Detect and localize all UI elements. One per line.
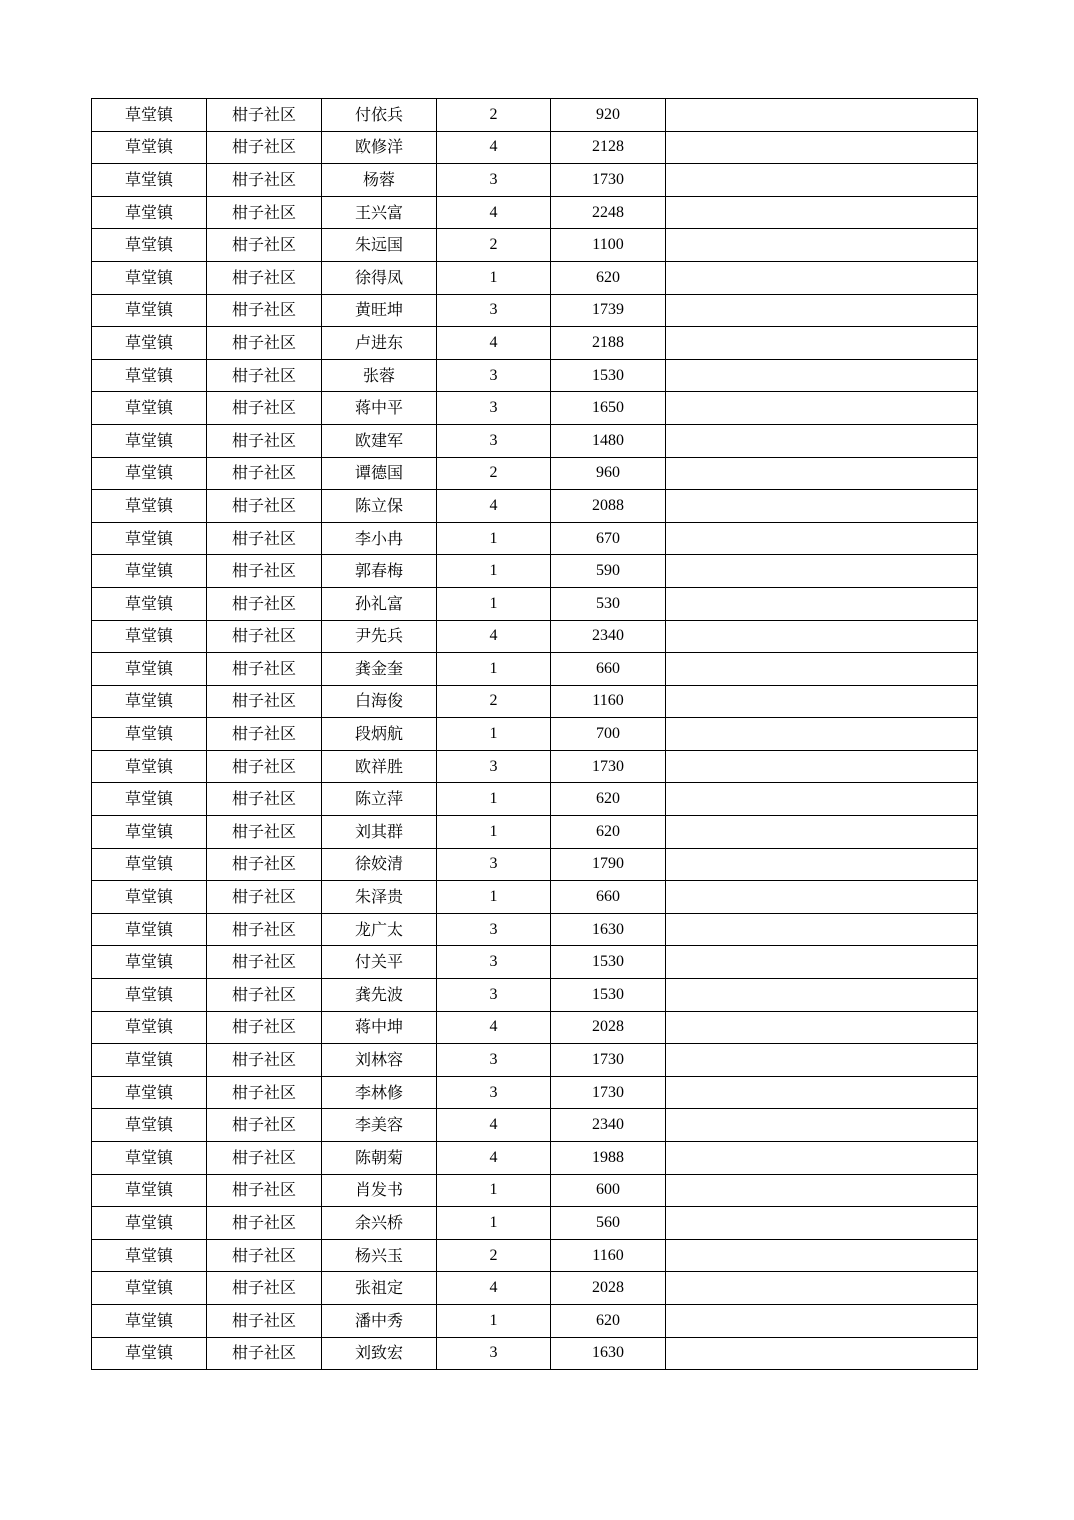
table-row: [92, 1174, 978, 1207]
name-cell: 段炳航: [322, 718, 437, 751]
table-row: [92, 685, 978, 718]
table-row: [92, 750, 978, 783]
town-cell: 草堂镇: [92, 327, 207, 360]
table-row: [92, 359, 978, 392]
name-cell: 卢进东: [322, 327, 437, 360]
table-row: [92, 620, 978, 653]
community-cell: 柑子社区: [207, 131, 322, 164]
note-cell: [666, 457, 978, 490]
members-cell: 4: [437, 1109, 551, 1142]
community-cell: 柑子社区: [207, 783, 322, 816]
note-cell: [666, 1272, 978, 1305]
town-cell: 草堂镇: [92, 1174, 207, 1207]
name-cell: 谭德国: [322, 457, 437, 490]
members-cell: 1: [437, 881, 551, 914]
name-cell: 郭春梅: [322, 555, 437, 588]
town-cell: 草堂镇: [92, 229, 207, 262]
members-cell: 2: [437, 229, 551, 262]
name-cell: 李林修: [322, 1076, 437, 1109]
town-cell: 草堂镇: [92, 555, 207, 588]
town-cell: 草堂镇: [92, 816, 207, 849]
amount-cell: 2028: [551, 1272, 666, 1305]
town-cell: 草堂镇: [92, 1337, 207, 1370]
amount-cell: 670: [551, 522, 666, 555]
community-cell: 柑子社区: [207, 392, 322, 425]
town-cell: 草堂镇: [92, 848, 207, 881]
members-cell: 3: [437, 913, 551, 946]
community-cell: 柑子社区: [207, 750, 322, 783]
members-cell: 4: [437, 196, 551, 229]
community-cell: 柑子社区: [207, 261, 322, 294]
table-row: [92, 99, 978, 132]
note-cell: [666, 1076, 978, 1109]
table-row: [92, 979, 978, 1012]
name-cell: 欧修洋: [322, 131, 437, 164]
table-row: [92, 946, 978, 979]
members-cell: 4: [437, 620, 551, 653]
name-cell: 陈朝菊: [322, 1142, 437, 1175]
members-cell: 3: [437, 164, 551, 197]
note-cell: [666, 685, 978, 718]
note-cell: [666, 1011, 978, 1044]
town-cell: 草堂镇: [92, 718, 207, 751]
name-cell: 龚金奎: [322, 653, 437, 686]
community-cell: 柑子社区: [207, 718, 322, 751]
members-cell: 3: [437, 424, 551, 457]
town-cell: 草堂镇: [92, 750, 207, 783]
table-row: [92, 131, 978, 164]
table-row: [92, 816, 978, 849]
name-cell: 朱远国: [322, 229, 437, 262]
note-cell: [666, 555, 978, 588]
town-cell: 草堂镇: [92, 1272, 207, 1305]
note-cell: [666, 1109, 978, 1142]
note-cell: [666, 1304, 978, 1337]
table-row: [92, 1142, 978, 1175]
note-cell: [666, 979, 978, 1012]
name-cell: 欧建军: [322, 424, 437, 457]
amount-cell: 1730: [551, 750, 666, 783]
amount-cell: 660: [551, 881, 666, 914]
roster-table: [91, 98, 978, 1370]
community-cell: 柑子社区: [207, 685, 322, 718]
community-cell: 柑子社区: [207, 848, 322, 881]
community-cell: 柑子社区: [207, 946, 322, 979]
name-cell: 徐得凤: [322, 261, 437, 294]
community-cell: 柑子社区: [207, 164, 322, 197]
table-row: [92, 490, 978, 523]
town-cell: 草堂镇: [92, 946, 207, 979]
note-cell: [666, 750, 978, 783]
members-cell: 3: [437, 294, 551, 327]
amount-cell: 620: [551, 816, 666, 849]
name-cell: 龚先波: [322, 979, 437, 1012]
town-cell: 草堂镇: [92, 424, 207, 457]
town-cell: 草堂镇: [92, 685, 207, 718]
table-row: [92, 457, 978, 490]
members-cell: 3: [437, 848, 551, 881]
members-cell: 2: [437, 1239, 551, 1272]
amount-cell: 2028: [551, 1011, 666, 1044]
note-cell: [666, 1142, 978, 1175]
members-cell: 1: [437, 587, 551, 620]
table-row: [92, 718, 978, 751]
note-cell: [666, 99, 978, 132]
name-cell: 徐姣清: [322, 848, 437, 881]
members-cell: 1: [437, 718, 551, 751]
community-cell: 柑子社区: [207, 1304, 322, 1337]
amount-cell: 1160: [551, 1239, 666, 1272]
table-row: [92, 522, 978, 555]
table-row: [92, 294, 978, 327]
amount-cell: 590: [551, 555, 666, 588]
table-row: [92, 164, 978, 197]
note-cell: [666, 522, 978, 555]
note-cell: [666, 783, 978, 816]
amount-cell: 1530: [551, 359, 666, 392]
name-cell: 李小冉: [322, 522, 437, 555]
amount-cell: 530: [551, 587, 666, 620]
town-cell: 草堂镇: [92, 196, 207, 229]
members-cell: 3: [437, 946, 551, 979]
note-cell: [666, 164, 978, 197]
town-cell: 草堂镇: [92, 1304, 207, 1337]
amount-cell: 620: [551, 1304, 666, 1337]
amount-cell: 960: [551, 457, 666, 490]
table-row: [92, 196, 978, 229]
name-cell: 欧祥胜: [322, 750, 437, 783]
table-row: [92, 783, 978, 816]
town-cell: 草堂镇: [92, 979, 207, 1012]
name-cell: 付依兵: [322, 99, 437, 132]
community-cell: 柑子社区: [207, 1044, 322, 1077]
members-cell: 1: [437, 783, 551, 816]
members-cell: 4: [437, 1011, 551, 1044]
members-cell: 3: [437, 359, 551, 392]
members-cell: 1: [437, 261, 551, 294]
community-cell: 柑子社区: [207, 99, 322, 132]
amount-cell: 1100: [551, 229, 666, 262]
amount-cell: 1480: [551, 424, 666, 457]
note-cell: [666, 620, 978, 653]
table-row: [92, 1239, 978, 1272]
name-cell: 白海俊: [322, 685, 437, 718]
name-cell: 潘中秀: [322, 1304, 437, 1337]
town-cell: 草堂镇: [92, 620, 207, 653]
table-row: [92, 1272, 978, 1305]
table-row: [92, 392, 978, 425]
table-row: [92, 327, 978, 360]
members-cell: 1: [437, 522, 551, 555]
community-cell: 柑子社区: [207, 1337, 322, 1370]
table-row: [92, 881, 978, 914]
town-cell: 草堂镇: [92, 1011, 207, 1044]
name-cell: 陈立保: [322, 490, 437, 523]
table-row: [92, 1207, 978, 1240]
members-cell: 3: [437, 1044, 551, 1077]
community-cell: 柑子社区: [207, 653, 322, 686]
community-cell: 柑子社区: [207, 979, 322, 1012]
name-cell: 肖发书: [322, 1174, 437, 1207]
note-cell: [666, 1337, 978, 1370]
members-cell: 2: [437, 457, 551, 490]
community-cell: 柑子社区: [207, 1076, 322, 1109]
town-cell: 草堂镇: [92, 261, 207, 294]
note-cell: [666, 1239, 978, 1272]
note-cell: [666, 261, 978, 294]
name-cell: 朱泽贵: [322, 881, 437, 914]
note-cell: [666, 587, 978, 620]
town-cell: 草堂镇: [92, 392, 207, 425]
table-row: [92, 1011, 978, 1044]
town-cell: 草堂镇: [92, 653, 207, 686]
table-row: [92, 555, 978, 588]
members-cell: 1: [437, 555, 551, 588]
amount-cell: 1530: [551, 979, 666, 1012]
amount-cell: 560: [551, 1207, 666, 1240]
members-cell: 2: [437, 685, 551, 718]
town-cell: 草堂镇: [92, 294, 207, 327]
table-row: [92, 913, 978, 946]
note-cell: [666, 1207, 978, 1240]
town-cell: 草堂镇: [92, 1076, 207, 1109]
community-cell: 柑子社区: [207, 816, 322, 849]
name-cell: 王兴富: [322, 196, 437, 229]
town-cell: 草堂镇: [92, 164, 207, 197]
town-cell: 草堂镇: [92, 490, 207, 523]
note-cell: [666, 946, 978, 979]
name-cell: 杨蓉: [322, 164, 437, 197]
amount-cell: 1730: [551, 1044, 666, 1077]
table-row: [92, 1044, 978, 1077]
members-cell: 3: [437, 392, 551, 425]
amount-cell: 2188: [551, 327, 666, 360]
note-cell: [666, 490, 978, 523]
members-cell: 4: [437, 131, 551, 164]
community-cell: 柑子社区: [207, 1174, 322, 1207]
note-cell: [666, 196, 978, 229]
members-cell: 3: [437, 750, 551, 783]
amount-cell: 1630: [551, 1337, 666, 1370]
name-cell: 杨兴玉: [322, 1239, 437, 1272]
members-cell: 3: [437, 1337, 551, 1370]
community-cell: 柑子社区: [207, 424, 322, 457]
community-cell: 柑子社区: [207, 1239, 322, 1272]
amount-cell: 2088: [551, 490, 666, 523]
community-cell: 柑子社区: [207, 620, 322, 653]
amount-cell: 2340: [551, 620, 666, 653]
town-cell: 草堂镇: [92, 1142, 207, 1175]
community-cell: 柑子社区: [207, 1207, 322, 1240]
town-cell: 草堂镇: [92, 881, 207, 914]
amount-cell: 660: [551, 653, 666, 686]
community-cell: 柑子社区: [207, 1142, 322, 1175]
note-cell: [666, 424, 978, 457]
town-cell: 草堂镇: [92, 783, 207, 816]
community-cell: 柑子社区: [207, 457, 322, 490]
amount-cell: 1988: [551, 1142, 666, 1175]
name-cell: 黄旺坤: [322, 294, 437, 327]
amount-cell: 1730: [551, 1076, 666, 1109]
amount-cell: 2128: [551, 131, 666, 164]
community-cell: 柑子社区: [207, 196, 322, 229]
members-cell: 4: [437, 490, 551, 523]
note-cell: [666, 229, 978, 262]
table-row: [92, 848, 978, 881]
amount-cell: 1160: [551, 685, 666, 718]
community-cell: 柑子社区: [207, 555, 322, 588]
amount-cell: 2248: [551, 196, 666, 229]
town-cell: 草堂镇: [92, 359, 207, 392]
members-cell: 4: [437, 1142, 551, 1175]
name-cell: 孙礼富: [322, 587, 437, 620]
town-cell: 草堂镇: [92, 457, 207, 490]
roster-table-body: [92, 99, 978, 1370]
members-cell: 1: [437, 653, 551, 686]
members-cell: 4: [437, 327, 551, 360]
amount-cell: 600: [551, 1174, 666, 1207]
town-cell: 草堂镇: [92, 913, 207, 946]
amount-cell: 920: [551, 99, 666, 132]
community-cell: 柑子社区: [207, 1109, 322, 1142]
table-row: [92, 261, 978, 294]
name-cell: 张蓉: [322, 359, 437, 392]
note-cell: [666, 1174, 978, 1207]
town-cell: 草堂镇: [92, 587, 207, 620]
community-cell: 柑子社区: [207, 490, 322, 523]
name-cell: 蒋中坤: [322, 1011, 437, 1044]
community-cell: 柑子社区: [207, 1011, 322, 1044]
members-cell: 3: [437, 1076, 551, 1109]
town-cell: 草堂镇: [92, 1207, 207, 1240]
name-cell: 刘林容: [322, 1044, 437, 1077]
amount-cell: 1630: [551, 913, 666, 946]
note-cell: [666, 653, 978, 686]
members-cell: 1: [437, 1304, 551, 1337]
note-cell: [666, 131, 978, 164]
amount-cell: 1650: [551, 392, 666, 425]
table-row: [92, 1076, 978, 1109]
amount-cell: 700: [551, 718, 666, 751]
name-cell: 李美容: [322, 1109, 437, 1142]
members-cell: 2: [437, 99, 551, 132]
table-row: [92, 424, 978, 457]
name-cell: 张祖定: [322, 1272, 437, 1305]
town-cell: 草堂镇: [92, 1044, 207, 1077]
note-cell: [666, 913, 978, 946]
note-cell: [666, 1044, 978, 1077]
name-cell: 陈立萍: [322, 783, 437, 816]
name-cell: 刘其群: [322, 816, 437, 849]
note-cell: [666, 392, 978, 425]
table-row: [92, 1304, 978, 1337]
document-table-container: [91, 98, 977, 1370]
amount-cell: 1730: [551, 164, 666, 197]
town-cell: 草堂镇: [92, 1239, 207, 1272]
amount-cell: 1530: [551, 946, 666, 979]
community-cell: 柑子社区: [207, 913, 322, 946]
community-cell: 柑子社区: [207, 229, 322, 262]
community-cell: 柑子社区: [207, 1272, 322, 1305]
name-cell: 尹先兵: [322, 620, 437, 653]
name-cell: 龙广太: [322, 913, 437, 946]
note-cell: [666, 359, 978, 392]
amount-cell: 1790: [551, 848, 666, 881]
town-cell: 草堂镇: [92, 522, 207, 555]
community-cell: 柑子社区: [207, 359, 322, 392]
town-cell: 草堂镇: [92, 99, 207, 132]
table-row: [92, 1109, 978, 1142]
community-cell: 柑子社区: [207, 587, 322, 620]
note-cell: [666, 816, 978, 849]
name-cell: 余兴桥: [322, 1207, 437, 1240]
community-cell: 柑子社区: [207, 327, 322, 360]
note-cell: [666, 848, 978, 881]
note-cell: [666, 881, 978, 914]
table-row: [92, 1337, 978, 1370]
members-cell: 4: [437, 1272, 551, 1305]
note-cell: [666, 327, 978, 360]
table-row: [92, 653, 978, 686]
members-cell: 1: [437, 816, 551, 849]
amount-cell: 2340: [551, 1109, 666, 1142]
town-cell: 草堂镇: [92, 131, 207, 164]
community-cell: 柑子社区: [207, 522, 322, 555]
community-cell: 柑子社区: [207, 294, 322, 327]
amount-cell: 620: [551, 261, 666, 294]
note-cell: [666, 294, 978, 327]
amount-cell: 620: [551, 783, 666, 816]
town-cell: 草堂镇: [92, 1109, 207, 1142]
table-row: [92, 587, 978, 620]
note-cell: [666, 718, 978, 751]
name-cell: 蒋中平: [322, 392, 437, 425]
name-cell: 刘致宏: [322, 1337, 437, 1370]
members-cell: 1: [437, 1174, 551, 1207]
amount-cell: 1739: [551, 294, 666, 327]
name-cell: 付关平: [322, 946, 437, 979]
members-cell: 3: [437, 979, 551, 1012]
members-cell: 1: [437, 1207, 551, 1240]
table-row: [92, 229, 978, 262]
community-cell: 柑子社区: [207, 881, 322, 914]
